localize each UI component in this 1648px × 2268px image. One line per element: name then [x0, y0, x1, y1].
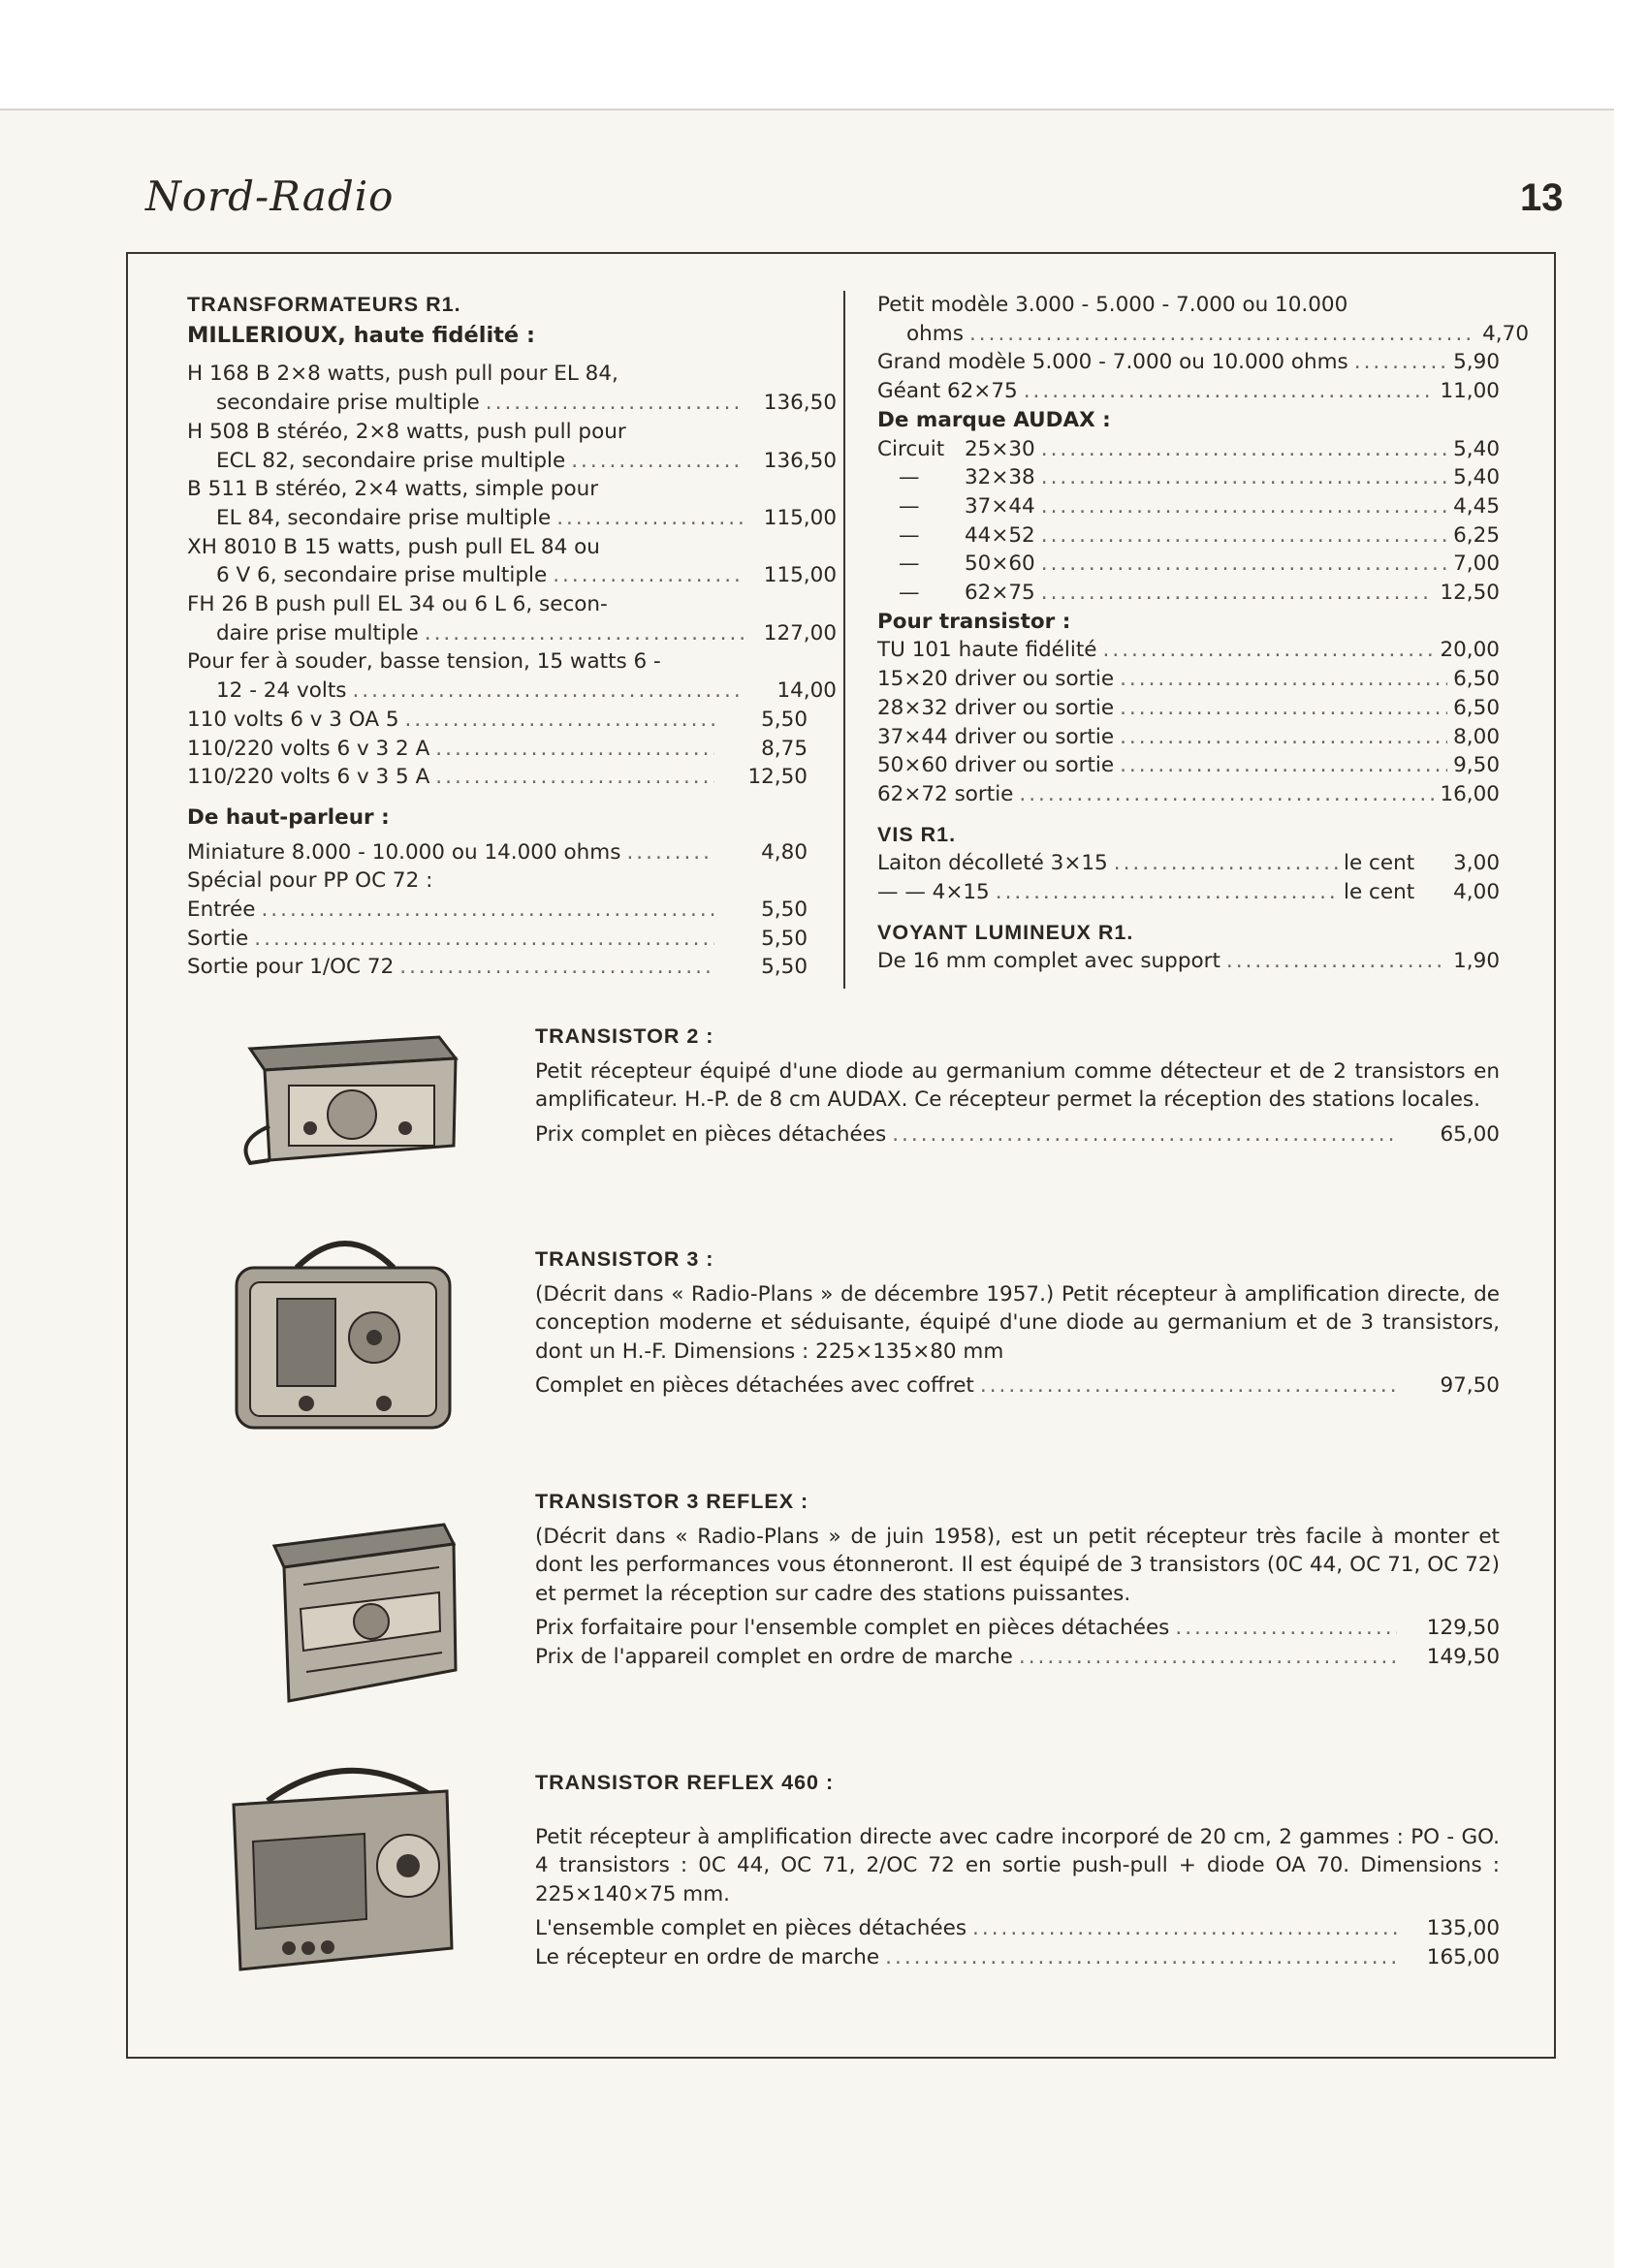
- price: 4,70: [1482, 321, 1529, 346]
- price: 4,45: [1453, 493, 1500, 519]
- price: 9,50: [1453, 753, 1500, 778]
- price: 135,00: [1426, 1916, 1500, 1940]
- transformer-item: B 511 B stéréo, 2×4 watts, simple pour EL 84, secondaire prise multiple ..... 115,00: [187, 475, 808, 532]
- price: 12,50: [1440, 581, 1500, 606]
- price: 4,80: [761, 839, 808, 865]
- price: 149,50: [1426, 1644, 1500, 1669]
- left-column: [187, 291, 837, 982]
- price: 5,50: [761, 926, 808, 951]
- product-transistor-2: [535, 1023, 1500, 1149]
- price: 5,40: [1453, 436, 1500, 461]
- list-item: 62×72 sortie ..... 16,00: [877, 780, 1500, 809]
- transistor-3-reflex-illustration: [250, 1507, 463, 1711]
- list-item: Géant 62×75 ..... 11,00: [877, 377, 1500, 406]
- petit-modele-line: Petit modèle 3.000 - 5.000 - 7.000 ou 10.000: [877, 293, 1348, 317]
- list-item: Sortie pour 1/OC 72 ..... 5,50: [187, 953, 808, 982]
- page-number: 13: [1520, 176, 1564, 219]
- price: 115,00: [763, 563, 837, 588]
- scan-margin: [0, 0, 1648, 109]
- product-title: TRANSISTOR 3 REFLEX :: [535, 1490, 809, 1513]
- price: 165,00: [1426, 1944, 1500, 1969]
- price: 7,00: [1453, 551, 1500, 577]
- price: 115,00: [763, 505, 837, 530]
- price: 8,00: [1453, 724, 1500, 749]
- price: 11,00: [1440, 379, 1500, 404]
- price: 136,50: [763, 391, 837, 416]
- list-item: — 50×60 ..... 7,00: [877, 550, 1500, 579]
- column-divider: [843, 291, 845, 989]
- product-description: (Décrit dans « Radio-Plans » de juin 1958), est un petit récepteur très facile à monter et dont les performances vous étonneront. Il est équipé de 3 transistors (0C 44, OC 71, OC 72) et permet la réception sur cadre des stations puissantes.: [535, 1524, 1500, 1606]
- list-item: Laiton décolleté 3×15 ..... le cent 3,00: [877, 849, 1500, 878]
- transistor-reflex-460-illustration: [219, 1754, 471, 1977]
- product-title: TRANSISTOR 3 :: [535, 1247, 714, 1271]
- brand-title: Nord-Radio: [145, 173, 395, 220]
- right-column: [877, 291, 1529, 976]
- price: 127,00: [763, 620, 837, 646]
- list-item: 28×32 driver ou sortie ..... 6,50: [877, 694, 1500, 723]
- price: 6,50: [1453, 695, 1500, 720]
- list-item: 37×44 driver ou sortie ..... 8,00: [877, 723, 1500, 752]
- price: 3,00: [1453, 851, 1500, 876]
- price: 5,50: [761, 898, 808, 923]
- pp-heading: Spécial pour PP OC 72 :: [187, 868, 433, 894]
- transformer-item: XH 8010 B 15 watts, push pull EL 84 ou 6 V 6, secondaire prise multiple ..... 115,00: [187, 533, 808, 590]
- transformer-item: FH 26 B push pull EL 34 ou 6 L 6, secon- daire prise multiple ..... 127,00: [187, 590, 808, 647]
- transformer-item: H 508 B stéréo, 2×8 watts, push pull pour ECL 82, secondaire prise multiple ..... 136,50: [187, 418, 808, 475]
- price: 6,25: [1453, 522, 1500, 548]
- scan-edge: [1614, 109, 1648, 2266]
- list-item: Grand modèle 5.000 - 7.000 ou 10.000 ohms ..... 5,90: [877, 348, 1500, 377]
- transistor-2-illustration: [231, 1020, 463, 1170]
- list-item: — 37×44 ..... 4,45: [877, 492, 1500, 521]
- product-description: (Décrit dans « Radio-Plans » de décembre 1957.) Petit récepteur à amplification directe, de conception moderne et séduisante, équipé d'une diode au germanium et de 3 transistors, dont un H.-F. Dimensions : 225×135×80 mm: [535, 1281, 1500, 1364]
- price-row: Prix forfaitaire pour l'ensemble complet en pièces détachées ..... 129,50: [535, 1614, 1500, 1643]
- price: 14,00: [776, 678, 837, 704]
- list-item: — 44×52 ..... 6,25: [877, 521, 1500, 551]
- vis-heading: VIS R1.: [877, 822, 957, 846]
- price: 16,00: [1440, 781, 1500, 806]
- price: 8,75: [761, 736, 808, 761]
- product-description: Petit récepteur équipé d'une diode au germanium comme détecteur et de 2 transistors en amplificateur. H.-P. de 8 cm AUDAX. Ce récepteur permet la réception des stations locales.: [535, 1058, 1500, 1112]
- list-item: 110 volts 6 v 3 OA 5 ..... 5,50: [187, 706, 808, 735]
- price: 129,50: [1426, 1616, 1500, 1640]
- price: 4,00: [1453, 880, 1500, 905]
- transformer-item: Pour fer à souder, basse tension, 15 watts 6 - 12 - 24 volts ..... 14,00: [187, 647, 808, 705]
- price: 5,50: [761, 955, 808, 980]
- list-item: Circuit 25×30 ..... 5,40: [877, 435, 1500, 464]
- product-transistor-reflex-460: [535, 1769, 1500, 1971]
- product-transistor-3-reflex: [535, 1488, 1500, 1671]
- list-item: Miniature 8.000 - 10.000 ou 14.000 ohms ..... 4,80: [187, 838, 808, 867]
- product-title: TRANSISTOR 2 :: [535, 1024, 714, 1048]
- product-title: TRANSISTOR REFLEX 460 :: [535, 1771, 835, 1794]
- list-item: 50×60 driver ou sortie ..... 9,50: [877, 751, 1500, 780]
- price: 5,40: [1453, 465, 1500, 490]
- price: 65,00: [1440, 1121, 1500, 1147]
- product-transistor-3: [535, 1245, 1500, 1401]
- haut-parleur-heading: De haut-parleur :: [187, 804, 390, 830]
- audax-heading: De marque AUDAX :: [877, 407, 1111, 432]
- transistor-3-illustration: [229, 1229, 461, 1437]
- list-item: — 62×75 ..... 12,50: [877, 579, 1500, 608]
- list-item: — — 4×15 ..... le cent 4,00: [877, 878, 1500, 907]
- price: 1,90: [1453, 949, 1500, 974]
- price: 97,50: [1440, 1373, 1500, 1398]
- list-item: ohms ..... 4,70: [877, 320, 1529, 349]
- price-row: Le récepteur en ordre de marche ..... 165,00: [535, 1943, 1500, 1972]
- price: 12,50: [747, 765, 808, 790]
- price: 5,90: [1453, 350, 1500, 375]
- price: 136,50: [763, 448, 837, 473]
- millerioux-heading: MILLERIOUX, haute fidélité :: [187, 322, 536, 348]
- voyant-heading: VOYANT LUMINEUX R1.: [877, 920, 1134, 944]
- price: 20,00: [1440, 638, 1500, 663]
- list-item: 15×20 driver ou sortie ..... 6,50: [877, 665, 1500, 694]
- price-row: Prix de l'appareil complet en ordre de marche ..... 149,50: [535, 1643, 1500, 1672]
- price: 6,50: [1453, 667, 1500, 692]
- list-item: TU 101 haute fidélité ..... 20,00: [877, 636, 1500, 665]
- price-row: Complet en pièces détachées avec coffret ..... 97,50: [535, 1371, 1500, 1401]
- list-item: — 32×38 ..... 5,40: [877, 463, 1500, 492]
- transformer-item: H 168 B 2×8 watts, push pull pour EL 84, secondaire prise multiple ..... 136,50: [187, 360, 808, 417]
- product-description: Petit récepteur à amplification directe avec cadre incorporé de 20 cm, 2 gammes : PO - GO. 4 transistors : 0C 44, OC 71, 2/OC 72 en sortie push-pull + diode OA 70. Dimensions : 225×140×75 mm.: [535, 1824, 1500, 1906]
- list-item: 110/220 volts 6 v 3 5 A ..... 12,50: [187, 763, 808, 792]
- transformateurs-heading: TRANSFORMATEURS R1.: [187, 293, 461, 316]
- list-item: De 16 mm complet avec support ..... 1,90: [877, 947, 1500, 976]
- price-row: Prix complet en pièces détachées ..... 65,00: [535, 1120, 1500, 1150]
- list-item: Entrée ..... 5,50: [187, 896, 808, 925]
- price-row: L'ensemble complet en pièces détachées ..... 135,00: [535, 1914, 1500, 1943]
- pour-transistor-heading: Pour transistor :: [877, 609, 1071, 634]
- list-item: 110/220 volts 6 v 3 2 A ..... 8,75: [187, 735, 808, 764]
- price: 5,50: [761, 707, 808, 732]
- list-item: Sortie ..... 5,50: [187, 925, 808, 954]
